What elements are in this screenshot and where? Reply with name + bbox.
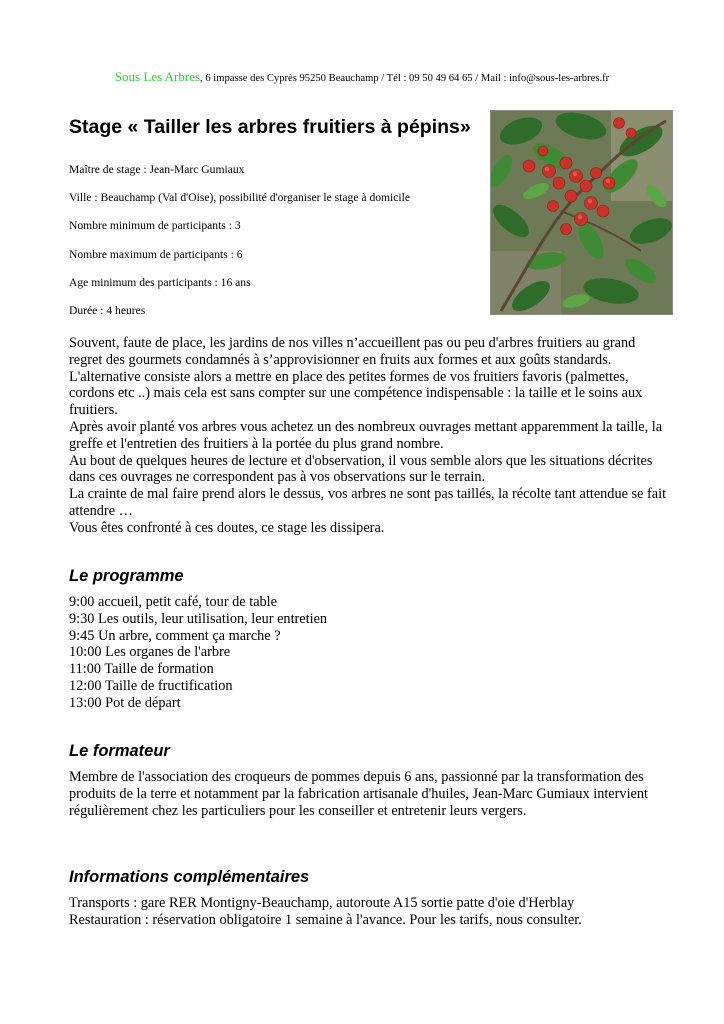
intro-paragraph: La crainte de mal faire prend alors le dessus, vos arbres ne sont pas taillés, la récolte tant attendue se fait attendre … (69, 486, 667, 519)
header-contact-line (0, 69, 724, 85)
formateur-heading: Le formateur (69, 742, 170, 760)
intro-paragraph: Souvent, faute de place, les jardins de nos villes n’accueillent pas ou peu d'arbres fruitiers au grand regret des gourmets condamnés à s’approvisionner en fruits aux formes et aux goûts standards. (69, 335, 636, 368)
intro-text (69, 335, 669, 537)
infos-heading: Informations complémentaires (69, 868, 310, 886)
formateur-section (69, 769, 669, 819)
fact-max-participants: Nombre maximum de participants : 6 (69, 247, 243, 261)
programme-item: 13:00 Pot de départ (69, 694, 181, 711)
brand-name: Sous Les Arbres (114, 69, 201, 84)
programme-item: 10:00 Les organes de l'arbre (69, 644, 231, 661)
programme-item: 11:00 Taille de formation (69, 661, 214, 678)
fact-trainer: Maître de stage : Jean-Marc Gumiaux (69, 163, 245, 176)
intro-paragraph: Au bout de quelques heures de lecture et d'observation, il vous semble alors que les situations décrites dans ces ouvrages ne correspondent pas à vos observations sur le terrain. (69, 452, 653, 486)
formateur-text: Membre de l'association des croqueurs de pommes depuis 6 ans, passionné par la transformation des produits de la terre et notamment par la fabrication artisanale d'huiles, Jean-Marc Gumiaux intervient régulièrement chez les particuliers pour les conseiller et entretenir leurs vergers. (69, 769, 649, 819)
info-restauration: Restauration : réservation obligatoire 1 semaine à l'avance. Pour les tarifs, nous consulter. (69, 911, 582, 928)
info-transports: Transports : gare RER Montigny-Beauchamp, autoroute A15 sortie patte d'oie d'Herblay (69, 895, 575, 911)
programme-item: 12:00 Taille de fructification (69, 677, 233, 694)
fact-min-age: Age minimum des participants : 16 ans (69, 275, 251, 289)
intro-paragraph: Après avoir planté vos arbres vous achetez un des nombreux ouvrages mettant apparemment la taille, la greffe et l'entretien des fruitiers à la portée du plus grand nombre. (69, 418, 663, 452)
programme-item: 9:30 Les outils, leur utilisation, leur entretien (69, 610, 328, 627)
programme-heading: Le programme (69, 567, 184, 585)
fact-duration: Durée : 4 heures (69, 303, 146, 317)
fact-min-participants: Nombre minimum de participants : 3 (69, 219, 241, 233)
fact-city: Ville : Beauchamp (Val d'Oise), possibilité d'organiser le stage à domicile (69, 191, 411, 205)
programme-section (69, 594, 669, 712)
intro-paragraph: Vous êtes confronté à ces doutes, ce stage les dissipera. (69, 519, 385, 536)
infos-section (69, 895, 669, 929)
apple-tree-photo (490, 110, 673, 315)
programme-item: 9:00 accueil, petit café, tour de table (69, 594, 278, 610)
programme-item: 9:45 Un arbre, comment ça marche ? (69, 627, 281, 644)
contact-details: , 6 impasse des Cyprès 95250 Beauchamp / Tél : 09 50 49 64 65 / Mail : info@sous-les-arbres.fr (200, 73, 610, 84)
page-title: Stage « Tailler les arbres fruitiers à pépins» (69, 116, 471, 138)
programme-list (69, 594, 669, 712)
apple-tree-illustration (491, 111, 672, 314)
intro-paragraph: L'alternative consiste alors a mettre en place des petites formes de vos fruitiers favoris (palmettes, cordons etc ..) mais cela est sans compter sur une compétence indispensable : la taille et le soins aux fruitiers. (69, 368, 643, 419)
course-facts (69, 163, 479, 332)
